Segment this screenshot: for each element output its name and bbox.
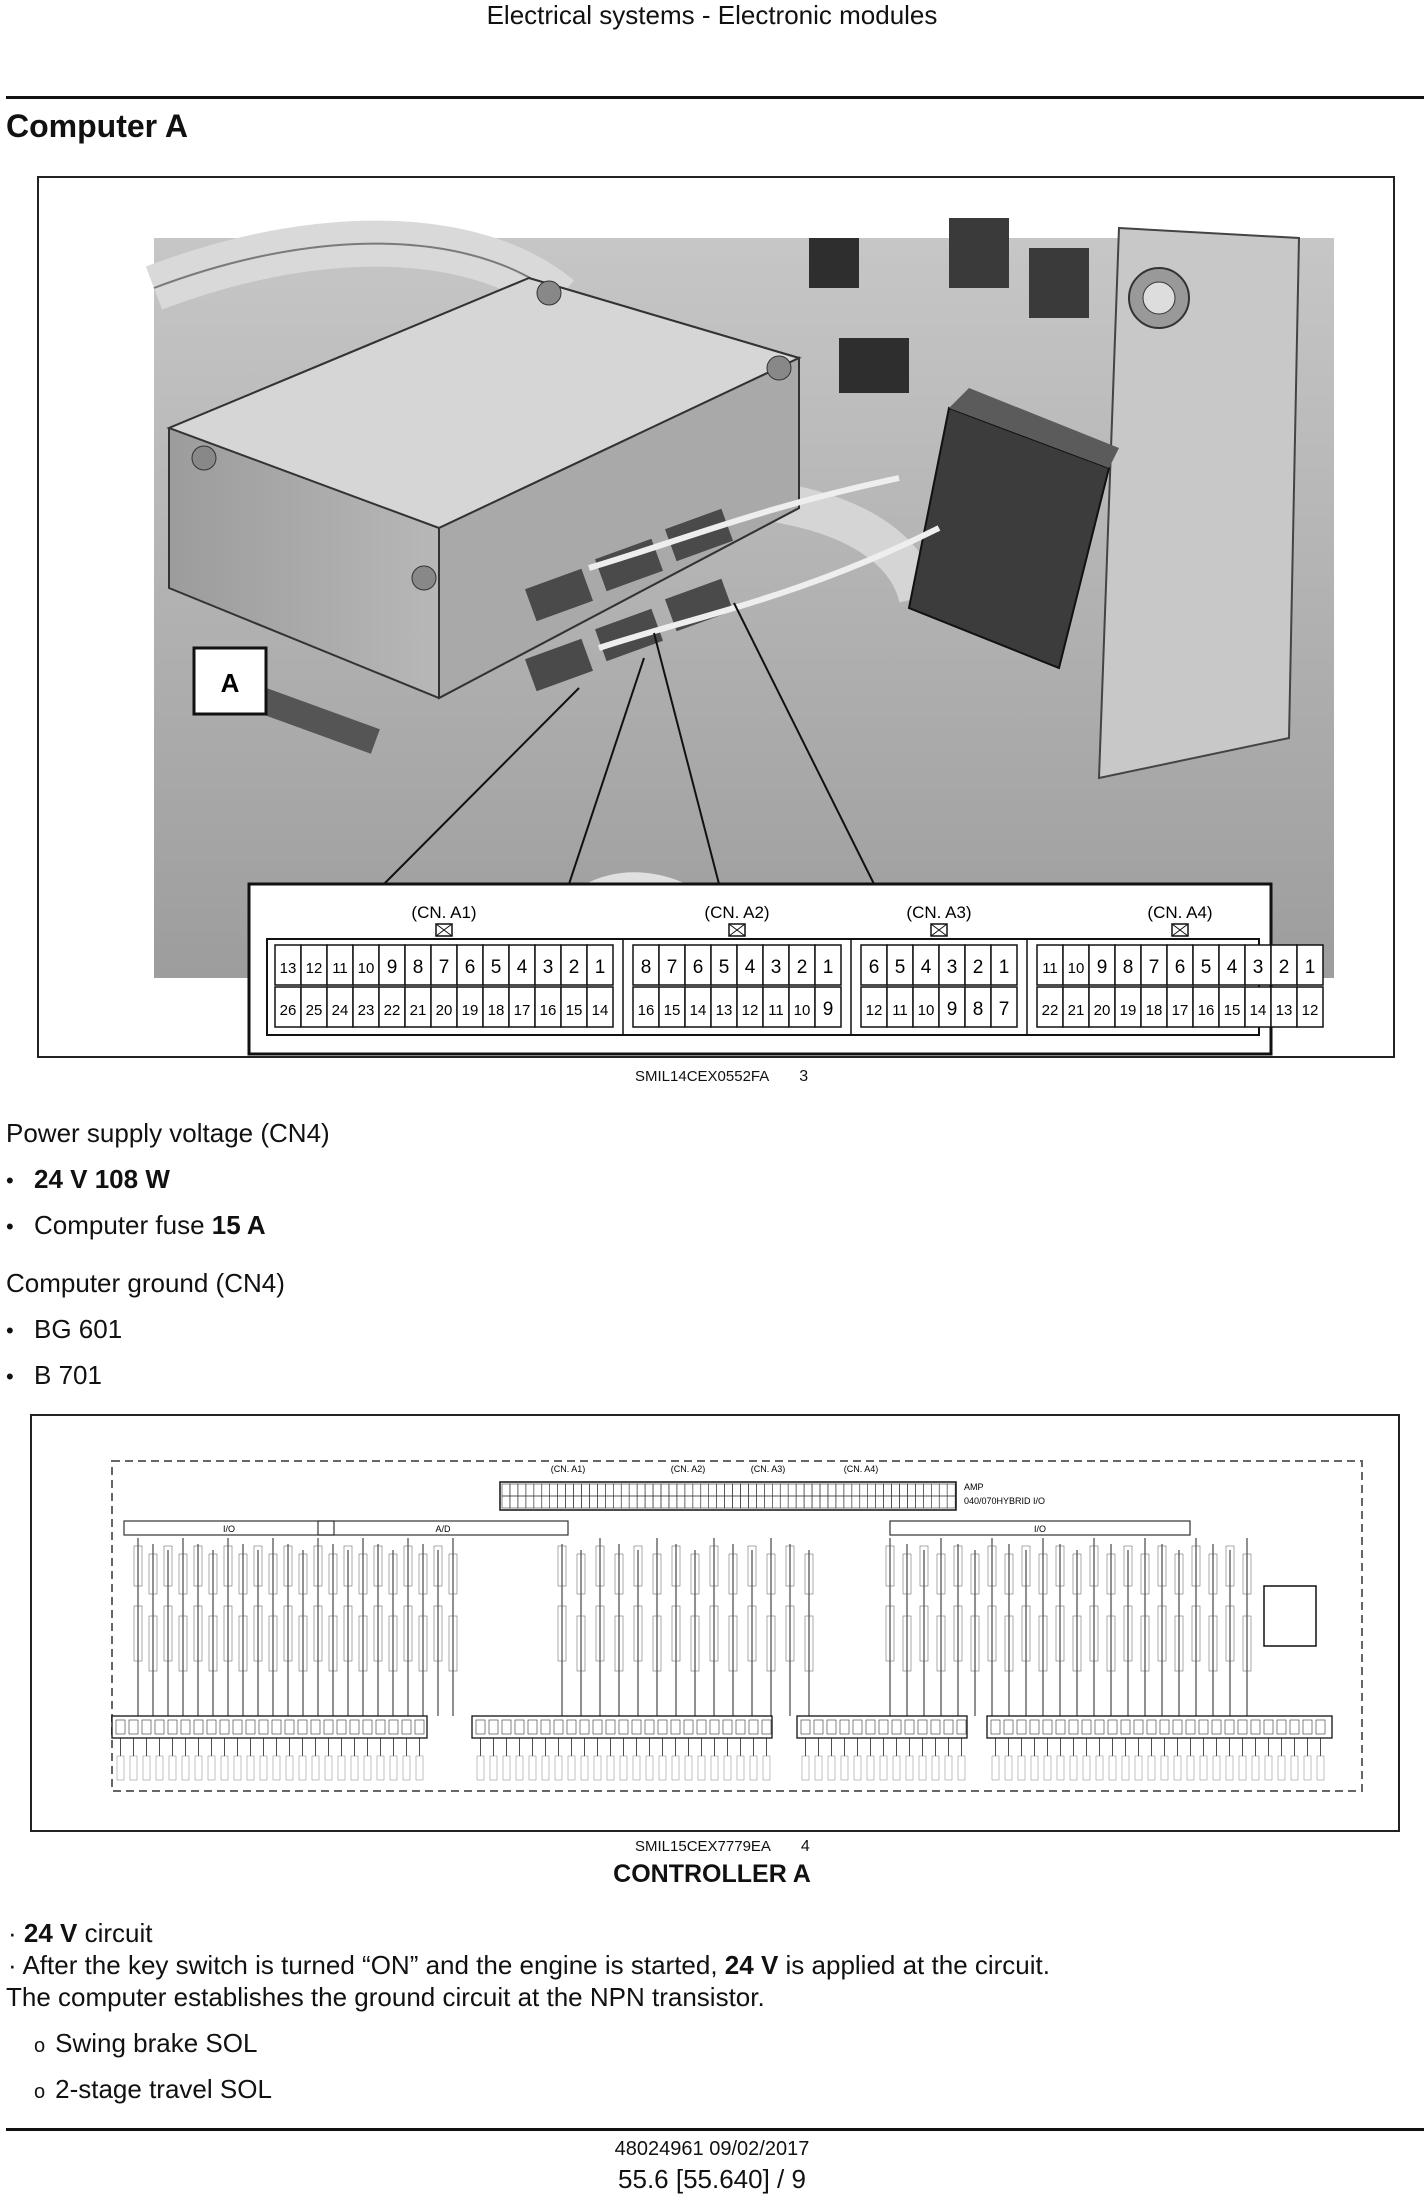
pin-number: 12 — [305, 960, 323, 977]
pin-number: 3 — [770, 957, 782, 978]
pin-number: 17 — [1171, 1002, 1189, 1019]
figure2-caption — [635, 1838, 810, 1856]
note-1-text: circuit — [77, 1918, 153, 1948]
pin-number: 21 — [409, 1002, 427, 1019]
schem-cn-a1: (CN. A1) — [550, 1464, 586, 1474]
pin-number: 15 — [663, 1002, 681, 1019]
ground-heading: Computer ground (CN4) — [6, 1268, 285, 1298]
pin-number: 15 — [1223, 1002, 1241, 1019]
callout-a-label: A — [220, 668, 240, 698]
power-item-1 — [6, 1164, 170, 1195]
sub-item-2 — [34, 2074, 272, 2105]
pin-number: 14 — [591, 1002, 609, 1019]
bullet-icon: • — [6, 1364, 14, 1389]
sub-item-1 — [34, 2028, 257, 2059]
section-title: Computer A — [6, 108, 188, 144]
pin-number: 5 — [718, 957, 730, 978]
footer-page-ref: 55.6 [55.640] / 9 — [618, 2164, 806, 2194]
pin-number: 23 — [357, 1002, 375, 1019]
pin-number: 4 — [744, 957, 756, 978]
power-heading: Power supply voltage (CN4) — [6, 1118, 330, 1148]
pin-number: 20 — [1093, 1002, 1111, 1019]
pin-number: 17 — [513, 1002, 531, 1019]
pin-number: 3 — [542, 957, 554, 978]
header-rule — [6, 96, 1424, 99]
pin-number: 16 — [1197, 1002, 1215, 1019]
note-2-prefix: After the key switch is turned “ON” and the engine is started, — [22, 1950, 725, 1980]
schem-group-io-left: I/O — [222, 1524, 236, 1534]
ground-item-2 — [6, 1360, 102, 1391]
schem-amp-2: 040/070HYBRID I/O — [964, 1496, 1046, 1506]
pin-number: 19 — [1119, 1002, 1137, 1019]
pin-number: 6 — [1174, 957, 1186, 978]
pin-number: 9 — [1096, 957, 1108, 978]
pin-number: 14 — [1249, 1002, 1267, 1019]
pin-number: 5 — [894, 957, 906, 978]
ground-item-1 — [6, 1314, 122, 1345]
pin-number: 26 — [279, 1002, 297, 1019]
power-item-1-text: 24 V 108 W — [34, 1164, 170, 1194]
pin-number: 4 — [920, 957, 932, 978]
figure1-caption-number: 3 — [799, 1068, 809, 1085]
note-1-bold: 24 V — [23, 1918, 78, 1948]
note-line-3: The computer establishes the ground circuit at the NPN transistor. — [6, 1982, 765, 2012]
note-2-bold: 24 V — [724, 1950, 779, 1980]
schematic-terminal-strips — [112, 1716, 1332, 1780]
pin-number: 21 — [1067, 1002, 1085, 1019]
pin-number: 2 — [796, 957, 808, 978]
figure-controller-schematic — [30, 1414, 1400, 1832]
note-line-1 — [8, 1918, 153, 1949]
pin-number: 11 — [768, 1002, 784, 1019]
pin-number: 10 — [1067, 960, 1085, 977]
pin-number: 12 — [1301, 1002, 1319, 1019]
figure1-caption — [635, 1068, 808, 1086]
power-item-2 — [6, 1210, 266, 1241]
pin-number: 10 — [917, 1002, 935, 1019]
note-2-suffix: is applied at the circuit. — [778, 1950, 1050, 1980]
ground-item-2-text: B 701 — [34, 1360, 102, 1390]
pin-number: 12 — [865, 1002, 883, 1019]
pin-number: 18 — [1145, 1002, 1163, 1019]
pin-number: 8 — [412, 957, 424, 978]
footer-doc-id: 48024961 09/02/2017 — [614, 2138, 810, 2160]
pin-number: 25 — [305, 1002, 323, 1019]
pin-number: 7 — [1148, 957, 1160, 978]
pin-number: 2 — [972, 957, 984, 978]
footer-rule — [6, 2128, 1424, 2131]
figure2-caption-number: 4 — [800, 1838, 810, 1855]
pin-number: 10 — [357, 960, 375, 977]
controller-title: CONTROLLER A — [613, 1860, 811, 1888]
pin-number: 1 — [1304, 957, 1316, 978]
pin-number: 1 — [822, 957, 834, 978]
circle-bullet-icon: o — [34, 2035, 46, 2057]
pin-number: 5 — [1200, 957, 1212, 978]
pin-number: 24 — [331, 1002, 349, 1019]
pin-number: 13 — [715, 1002, 733, 1019]
pin-number: 3 — [1252, 957, 1264, 978]
connector-label: (CN. A2) — [704, 903, 770, 922]
pin-number: 7 — [666, 957, 678, 978]
pin-number: 8 — [640, 957, 652, 978]
pin-number: 20 — [435, 1002, 453, 1019]
pin-number: 3 — [946, 957, 958, 978]
pin-number: 1 — [998, 957, 1010, 978]
sub-item-2-text: 2-stage travel SOL — [55, 2074, 272, 2104]
pin-number: 18 — [487, 1002, 505, 1019]
figure1-caption-code: SMIL14CEX0552FA — [635, 1068, 770, 1085]
computer-illustration — [39, 178, 1393, 1056]
pin-number: 5 — [490, 957, 502, 978]
ground-item-1-text: BG 601 — [34, 1314, 123, 1344]
pin-number: 2 — [568, 957, 580, 978]
connector-label: (CN. A1) — [411, 903, 477, 922]
schem-group-ad: A/D — [435, 1524, 451, 1534]
connector-label: (CN. A4) — [1147, 903, 1213, 922]
schem-cn-a4: (CN. A4) — [843, 1464, 879, 1474]
pin-number: 11 — [892, 1002, 908, 1019]
pin-number: 16 — [539, 1002, 557, 1019]
pin-number: 16 — [637, 1002, 655, 1019]
pin-number: 2 — [1278, 957, 1290, 978]
pin-number: 6 — [464, 957, 476, 978]
middot-icon: · — [8, 1950, 23, 1980]
pin-number: 4 — [516, 957, 528, 978]
pin-number: 7 — [998, 999, 1010, 1020]
sub-item-1-text: Swing brake SOL — [55, 2028, 258, 2058]
pin-number: 8 — [1122, 957, 1134, 978]
pin-number: 15 — [565, 1002, 583, 1019]
pin-number: 11 — [1042, 960, 1058, 977]
pin-number: 13 — [1275, 1002, 1293, 1019]
pin-number: 19 — [461, 1002, 479, 1019]
pin-number: 12 — [741, 1002, 759, 1019]
schem-cn-a2: (CN. A2) — [670, 1464, 706, 1474]
connector-label: (CN. A3) — [906, 903, 972, 922]
running-header: Electrical systems - Electronic modules — [486, 0, 938, 30]
pin-number: 9 — [386, 957, 398, 978]
bullet-icon: • — [6, 1318, 14, 1343]
bullet-icon: • — [6, 1168, 14, 1193]
figure-computer-photo — [37, 176, 1395, 1058]
pin-number: 7 — [438, 957, 450, 978]
pin-number: 22 — [383, 1002, 401, 1019]
bullet-icon: • — [6, 1214, 14, 1239]
pin-number: 9 — [822, 999, 834, 1020]
schem-group-io-right: I/O — [1033, 1524, 1047, 1534]
pin-number: 22 — [1041, 1002, 1059, 1019]
power-item-2-value: 15 A — [211, 1210, 266, 1240]
power-item-2-text: Computer fuse — [34, 1210, 212, 1240]
pin-number: 10 — [793, 1002, 811, 1019]
figure2-caption-code: SMIL15CEX7779EA — [635, 1838, 771, 1855]
circle-bullet-icon: o — [34, 2081, 46, 2103]
pin-number: 1 — [594, 957, 606, 978]
schem-amp-1: AMP — [964, 1482, 984, 1492]
pin-number: 9 — [946, 999, 958, 1020]
note-line-2 — [8, 1950, 1050, 1981]
pin-number: 4 — [1226, 957, 1238, 978]
controller-schematic — [32, 1416, 1398, 1830]
schem-cn-a3: (CN. A3) — [750, 1464, 786, 1474]
pin-number: 11 — [332, 960, 348, 977]
pin-number: 13 — [279, 960, 297, 977]
middot-icon: · — [8, 1918, 24, 1948]
pin-number: 14 — [689, 1002, 707, 1019]
pin-number: 6 — [692, 957, 704, 978]
pin-number: 8 — [972, 999, 984, 1020]
pin-number: 6 — [868, 957, 880, 978]
schematic-wire-field — [134, 1538, 1251, 1716]
